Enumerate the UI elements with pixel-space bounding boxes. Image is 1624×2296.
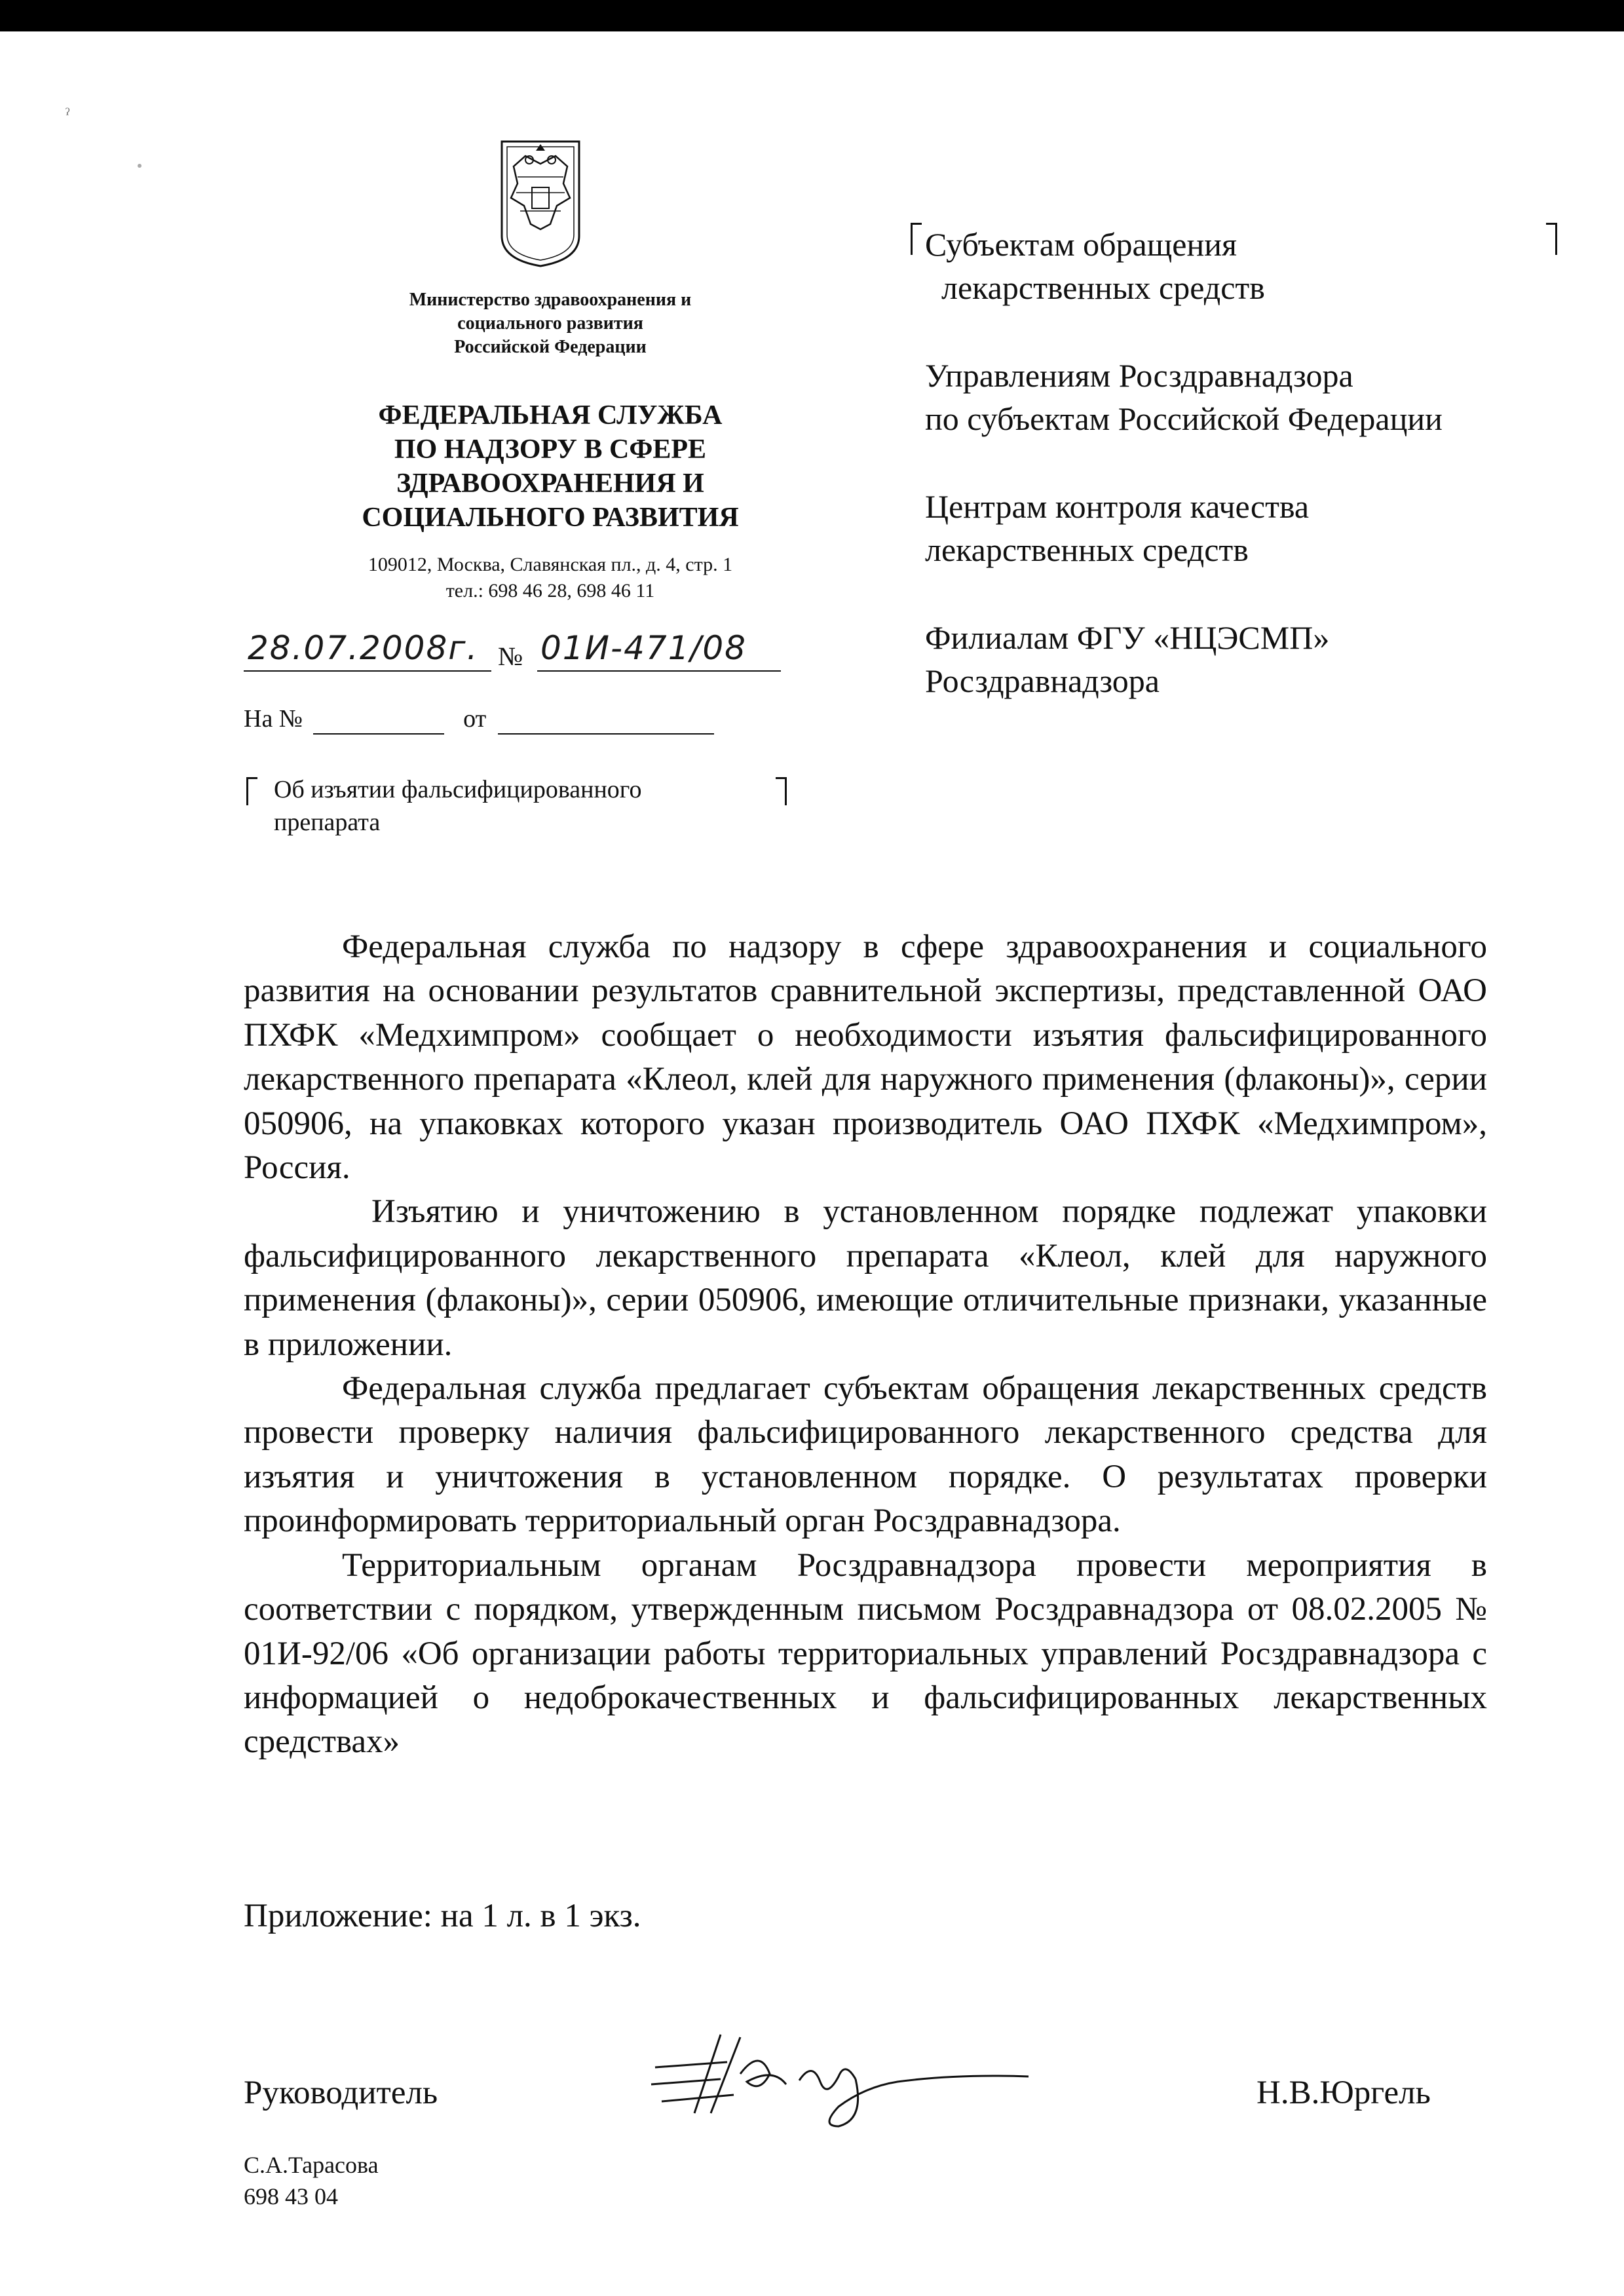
executor-info [244, 2149, 379, 2212]
number-underline [537, 670, 781, 672]
addressee-group: Управлениям Росздравнадзора по субъектам Российской Федерации [925, 357, 1443, 437]
body-paragraph: Территориальным органам Росздравнадзора провести мероприятия в соответствии с порядком, утвержденным письмом Росздравнадзора от 08.02.2005 № 01И-92/06 «Об организации работы территориальных управлений Росздравнадзора с информацией о недоброкачественных и фальсифицированных лекарственных средствах» [244, 1546, 1487, 1761]
coat-of-arms-icon [498, 138, 583, 269]
reply-from-blank [498, 704, 714, 735]
reply-number-blank [313, 704, 444, 735]
date-underline [244, 670, 491, 672]
signatory-name: Н.В.Юргель [1256, 2075, 1431, 2111]
service-name: ФЕДЕРАЛЬНАЯ СЛУЖБА ПО НАДЗОРУ В СФЕРЕ ЗДРАВООХРАНЕНИЯ И СОЦИАЛЬНОГО РАЗВИТИЯ [362, 400, 739, 533]
document-number: 01И-471/08 [540, 629, 747, 667]
subject-bracket-right [776, 777, 787, 805]
addressee-group: Субъектам обращения лекарственных средств [925, 226, 1265, 306]
signatory-title: Руководитель [244, 2075, 438, 2111]
reply-reference [244, 704, 714, 735]
letter-body [244, 925, 1487, 1765]
subject-bracket-left [246, 777, 257, 805]
attachment-note: Приложение: на 1 л. в 1 экз. [244, 1898, 641, 1934]
body-paragraph: Федеральная служба предлагает субъектам обращения лекарственных средств провести проверку наличия фальсифицированного лекарственного средства для изъятия и уничтожения в установленном порядке. О результатах проверки проинформировать территориальный орган Росздравнадзора. [244, 1370, 1487, 1540]
scan-top-border [0, 0, 1624, 31]
scan-mark: ˀ [66, 105, 70, 124]
body-paragraph: Изъятию и уничтожению в установленном порядке подлежат упаковки фальсифицированного лекарственного препарата «Клеол, клей для наружного применения (флаконы)», серии 050906, имеющие отличительные признаки, указанные в приложении. [244, 1193, 1487, 1363]
addressee-group: Филиалам ФГУ «НЦЭСМП» Росздравнадзора [925, 619, 1330, 699]
reply-from-label: от [463, 705, 487, 733]
reply-number-label: На № [244, 705, 303, 733]
executor-name: С.А.Тарасова [244, 2152, 379, 2178]
ministry-name: Министерство здравоохранения и социального развития Российской Федерации [409, 290, 692, 357]
executor-phone: 698 43 04 [244, 2183, 338, 2210]
service-address: 109012, Москва, Славянская пл., д. 4, стр. 1 тел.: 698 46 28, 698 46 11 [368, 554, 733, 602]
document-subject: Об изъятии фальсифицированного препарата [274, 776, 642, 836]
addressee-bracket-left [911, 223, 922, 255]
scan-speck [138, 164, 142, 168]
addressees [925, 223, 1580, 747]
addressee-group: Центрам контроля качества лекарственных средств [925, 488, 1310, 568]
body-paragraph: Федеральная служба по надзору в сфере здравоохранения и социального развития на основании результатов сравнительной экспертизы, представленной ОАО ПХФК «Медхимпром» сообщает о необходимости изъятия фальсифицированного лекарственного препарата «Клеол, клей для наружного применения (флаконы)», серии 050906, на упаковках которого указан производитель ОАО ПХФК «Медхимпром», Россия. [244, 928, 1487, 1187]
document-date: 28.07.2008г. [248, 629, 479, 667]
handwritten-signature-icon [649, 2021, 1035, 2133]
number-sign: № [498, 641, 523, 671]
